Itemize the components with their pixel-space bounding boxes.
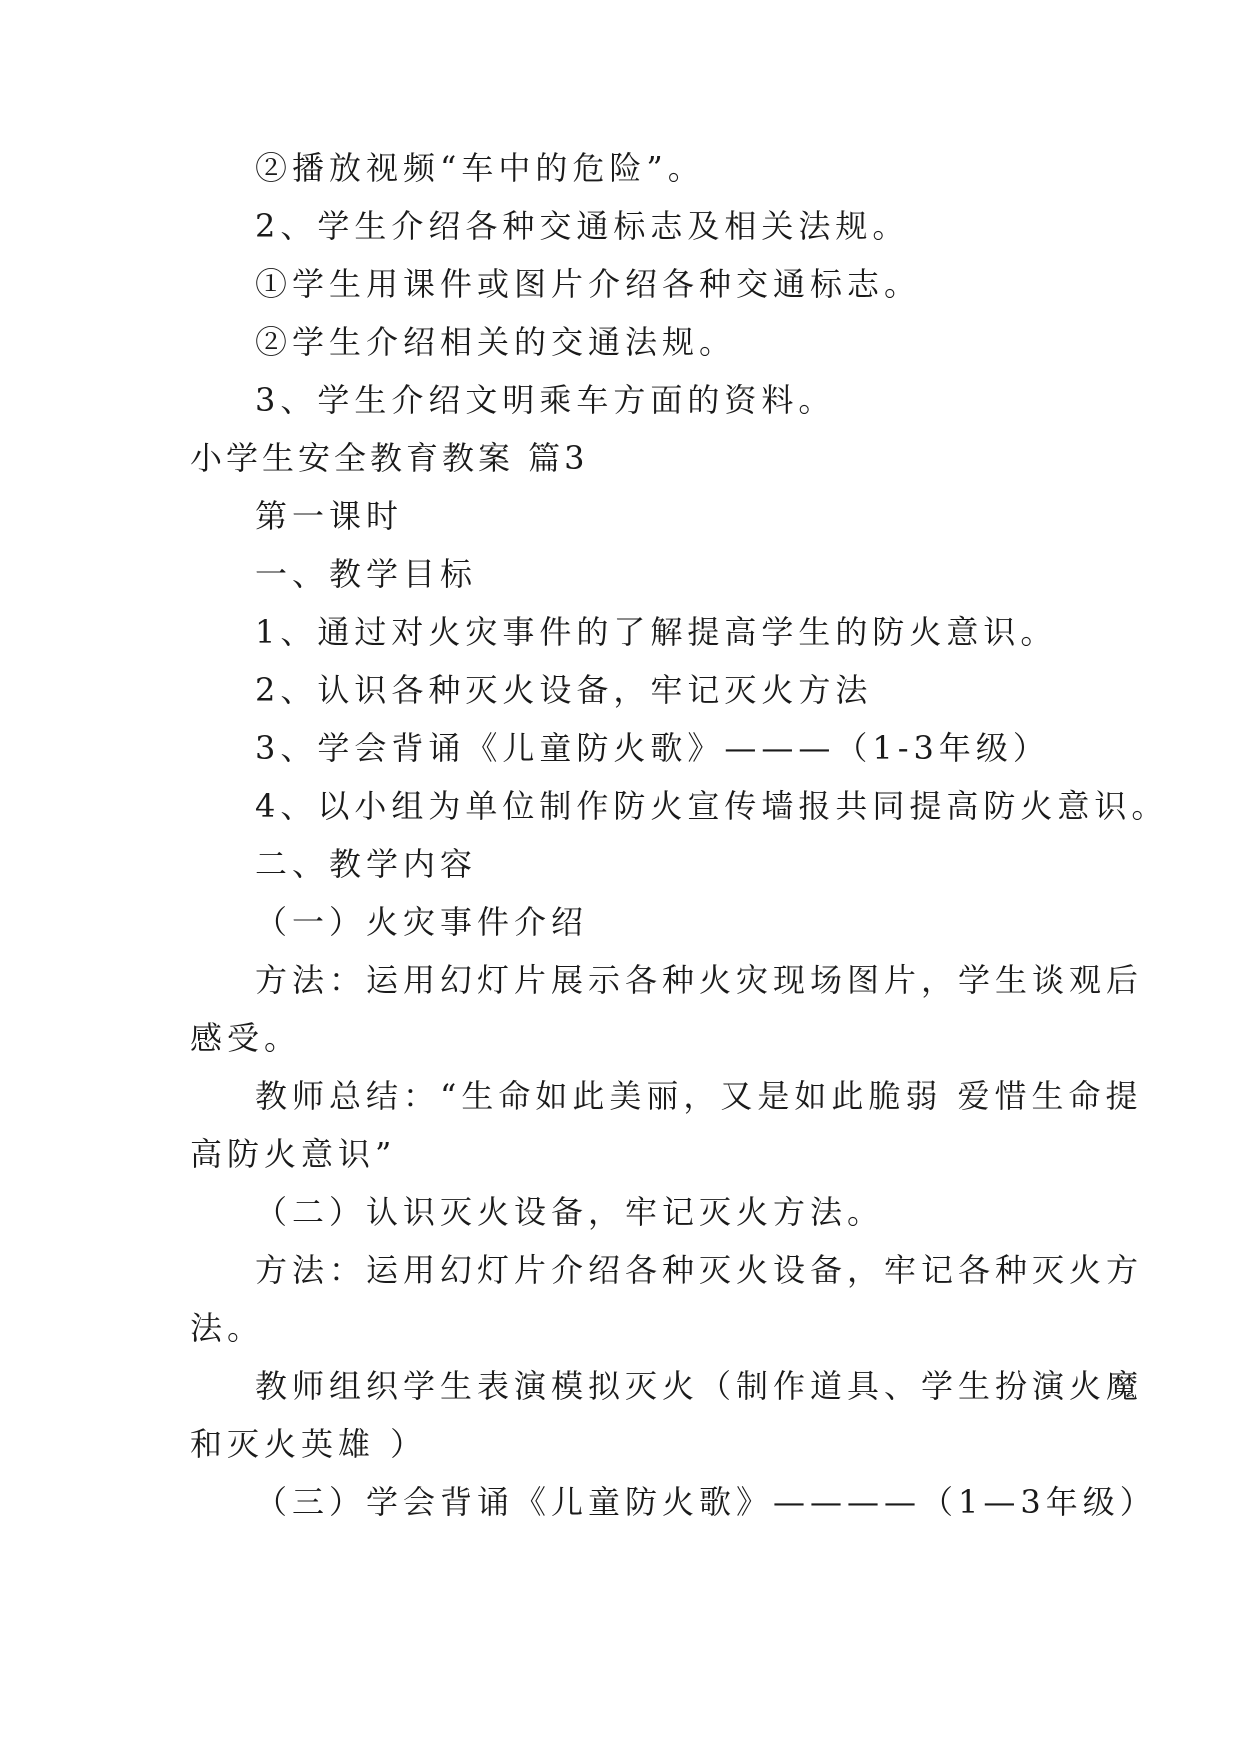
text-line: 教师总结：“生命如此美丽，又是如此脆弱 爱惜生命提 (255, 1077, 1143, 1115)
text-line: 一、教学目标 (255, 555, 478, 593)
text-line: 感受。 (190, 1019, 302, 1057)
text-line: 2、认识各种灭火设备，牢记灭火方法 (255, 671, 873, 709)
text-line: 3、学会背诵《儿童防火歌》———（1-3年级） (255, 729, 1050, 767)
text-line: 教师组织学生表演模拟灭火（制作道具、学生扮演火魔 (255, 1367, 1144, 1405)
text-line: 二、教学内容 (255, 845, 478, 883)
text-line: 法。 (190, 1309, 265, 1347)
text-line: 4、以小组为单位制作防火宣传墙报共同提高防火意识。 (255, 787, 1169, 825)
text-line: （一）火灾事件介绍 (255, 903, 589, 941)
section-title: 小学生安全教育教案 篇3 (190, 439, 589, 477)
text-line: 和灭火英雄 ） (190, 1425, 428, 1463)
text-line: （二）认识灭火设备，牢记灭火方法。 (255, 1193, 885, 1231)
text-line: 方法：运用幻灯片展示各种火灾现场图片，学生谈观后 (255, 961, 1144, 999)
text-line: 3、学生介绍文明乘车方面的资料。 (255, 381, 836, 419)
text-line: 第一课时 (255, 497, 404, 535)
text-line: 1、通过对火灾事件的了解提高学生的防火意识。 (255, 613, 1058, 651)
text-line: 高防火意识” (190, 1135, 397, 1173)
text-line: ②播放视频“车中的危险”。 (255, 149, 705, 187)
text-line: 方法：运用幻灯片介绍各种灭火设备，牢记各种灭火方 (255, 1251, 1144, 1289)
text-line: ①学生用课件或图片介绍各种交通标志。 (255, 265, 922, 303)
text-line: ②学生介绍相关的交通法规。 (255, 323, 737, 361)
text-line: 2、学生介绍各种交通标志及相关法规。 (255, 207, 910, 245)
text-line: （三）学会背诵《儿童防火歌》————（1—3年级） (255, 1483, 1157, 1521)
